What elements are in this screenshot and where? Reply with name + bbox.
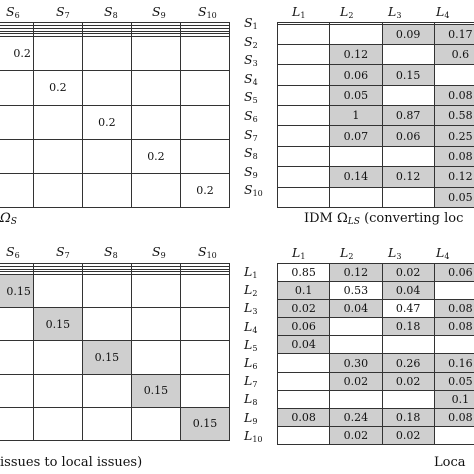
bottom-left-col-header: $S_8$ [104, 244, 118, 260]
bottom-right-caption: Loca [434, 455, 466, 470]
top-right-col-header: $L_3$ [388, 4, 402, 20]
matrix-cell [434, 336, 474, 354]
matrix-cell [33, 341, 82, 374]
matrix-cell [82, 407, 131, 440]
bottom-left-col-header: $S_6$ [6, 244, 20, 260]
matrix-cell: 0.1 [278, 282, 330, 300]
table-row [0, 308, 230, 341]
matrix-cell: 0.15 [33, 308, 82, 341]
matrix-cell: 0.05 [434, 372, 474, 390]
table-row [278, 390, 474, 408]
top-right-row-header: $S_5$ [244, 89, 258, 106]
matrix-cell: 0.18 [382, 318, 434, 336]
table-row [0, 173, 230, 207]
matrix-cell: 0.53 [330, 282, 382, 300]
matrix-cell [0, 341, 33, 374]
matrix-cell [180, 37, 229, 71]
bottom-left-matrix [0, 263, 230, 441]
bottom-right-col-header: $L_2$ [340, 245, 354, 261]
matrix-cell [131, 105, 180, 139]
bottom-right-row-header: $L_6$ [244, 355, 258, 371]
matrix-cell: 0.24 [330, 408, 382, 426]
matrix-cell: 0.15 [131, 374, 180, 407]
top-right-row-header: $S_7$ [244, 126, 258, 143]
matrix-cell [278, 146, 330, 166]
matrix-cell: 0.87 [382, 106, 434, 126]
top-right-col-header: $L_1$ [292, 4, 306, 20]
matrix-cell: 0.05 [434, 187, 474, 207]
top-right-row-header: $S_4$ [244, 70, 258, 87]
matrix-cell: 0.58 [434, 106, 474, 126]
matrix-cell [131, 407, 180, 440]
matrix-cell [82, 139, 131, 173]
top-right-col-header: $L_2$ [340, 4, 354, 20]
matrix-cell: 1 [330, 106, 382, 126]
matrix-cell [82, 374, 131, 407]
matrix-cell [33, 173, 82, 207]
top-left-matrix [0, 22, 230, 208]
matrix-cell [434, 426, 474, 444]
matrix-cell: 0.85 [278, 264, 330, 282]
top-right-row-header: $S_1$ [244, 15, 258, 31]
bottom-right-row-header: $L_3$ [244, 300, 258, 317]
table-row [0, 275, 230, 308]
matrix-cell [82, 37, 131, 71]
matrix-cell: 0.12 [382, 167, 434, 187]
table-row [278, 318, 474, 336]
matrix-cell [382, 390, 434, 408]
matrix-cell [33, 139, 82, 173]
matrix-cell: 0.08 [434, 408, 474, 426]
matrix-cell [0, 173, 33, 207]
bottom-left-col-header: $S_7$ [56, 244, 70, 260]
table-row [0, 407, 230, 440]
matrix-cell [33, 275, 82, 308]
matrix-cell: 0.1 [434, 390, 474, 408]
table-row [0, 374, 230, 407]
table-row [278, 24, 474, 44]
top-left-col-header: $S_8$ [104, 4, 118, 20]
matrix-cell [434, 282, 474, 300]
table-row [278, 282, 474, 300]
top-right-row-header: $S_8$ [244, 145, 258, 162]
matrix-cell [0, 308, 33, 341]
matrix-cell: 0.26 [382, 354, 434, 372]
matrix-cell: 0.06 [382, 126, 434, 146]
table-row [278, 300, 474, 318]
table-row [278, 372, 474, 390]
matrix-cell [33, 105, 82, 139]
matrix-cell [180, 105, 229, 139]
matrix-cell [278, 354, 330, 372]
matrix-cell [180, 71, 229, 105]
matrix-cell [131, 308, 180, 341]
table-row [278, 187, 474, 207]
bottom-right-row-header: $L_2$ [244, 282, 258, 299]
bottom-right-row-header: $L_4$ [244, 318, 258, 335]
matrix-cell: 0.2 [131, 139, 180, 173]
matrix-cell [382, 45, 434, 65]
matrix-cell [0, 139, 33, 173]
matrix-cell [131, 275, 180, 308]
top-right-col-header: $L_4$ [436, 4, 450, 20]
matrix-cell [180, 308, 229, 341]
matrix-cell: 0.12 [330, 264, 382, 282]
top-right-row-header: $S_2$ [244, 33, 258, 50]
top-right-caption: IDM $\Omega_{LS}$ (converting loc [304, 211, 464, 227]
matrix-cell: 0.02 [382, 264, 434, 282]
table-row [0, 341, 230, 374]
matrix-cell [82, 308, 131, 341]
matrix-cell [131, 341, 180, 374]
matrix-cell: 0.18 [382, 408, 434, 426]
matrix-cell [131, 173, 180, 207]
matrix-cell [131, 71, 180, 105]
bottom-right-col-header: $L_3$ [388, 245, 402, 261]
matrix-cell [278, 45, 330, 65]
table-row [278, 354, 474, 372]
matrix-cell: 0.25 [434, 126, 474, 146]
matrix-cell [278, 426, 330, 444]
matrix-cell: 0.2 [33, 71, 82, 105]
matrix-cell: 0.15 [0, 275, 33, 308]
matrix-cell [180, 374, 229, 407]
bottom-right-col-header: $L_4$ [436, 245, 450, 261]
top-left-col-header: $S_{10}$ [198, 4, 217, 20]
matrix-cell: 0.09 [382, 24, 434, 44]
matrix-cell: 0.04 [330, 300, 382, 318]
matrix-cell: 0.02 [330, 426, 382, 444]
matrix-cell [278, 65, 330, 85]
matrix-cell [0, 105, 33, 139]
matrix-cell: 0.08 [434, 300, 474, 318]
top-left-col-header: $S_6$ [6, 4, 20, 20]
matrix-cell [131, 37, 180, 71]
matrix-cell: 0.12 [434, 167, 474, 187]
table-row [0, 37, 230, 71]
top-right-row-header: $S_{10}$ [244, 182, 263, 199]
matrix-cell: 0.08 [434, 146, 474, 166]
matrix-cell [82, 173, 131, 207]
table-row [278, 106, 474, 126]
matrix-cell [180, 139, 229, 173]
table-row [278, 336, 474, 354]
top-left-col-header: $S_7$ [56, 4, 70, 20]
matrix-cell: 0.12 [330, 45, 382, 65]
bottom-left-col-header: $S_{10}$ [198, 244, 217, 260]
bottom-right-row-header: $L_{10}$ [244, 427, 263, 444]
bottom-right-matrix [277, 263, 474, 445]
table-row [0, 105, 230, 139]
matrix-cell: 0.14 [330, 167, 382, 187]
top-right-row-header: $S_9$ [244, 163, 258, 180]
bottom-left-col-header: $S_9$ [152, 244, 166, 260]
matrix-cell [180, 341, 229, 374]
bottom-right-row-header: $L_8$ [244, 391, 258, 408]
matrix-cell: 0.04 [382, 282, 434, 300]
matrix-cell [382, 187, 434, 207]
top-left-caption: $\Omega_S$ [0, 211, 17, 227]
table-row [0, 139, 230, 173]
table-row [278, 85, 474, 105]
matrix-cell: 0.08 [434, 318, 474, 336]
matrix-cell: 0.02 [278, 300, 330, 318]
bottom-right-row-header: $L_9$ [244, 409, 258, 426]
top-left-col-header: $S_9$ [152, 4, 166, 20]
matrix-cell: 0.06 [434, 264, 474, 282]
matrix-cell: 0.47 [382, 300, 434, 318]
matrix-cell: 0.30 [330, 354, 382, 372]
matrix-cell: 0.15 [82, 341, 131, 374]
matrix-cell: 0.05 [330, 85, 382, 105]
matrix-cell [382, 146, 434, 166]
table-row [278, 65, 474, 85]
matrix-cell [434, 65, 474, 85]
matrix-cell [278, 187, 330, 207]
bottom-right-row-header: $L_7$ [244, 373, 258, 390]
matrix-cell [382, 336, 434, 354]
bottom-left-caption: issues to local issues) [0, 455, 143, 470]
matrix-cell: 0.08 [278, 408, 330, 426]
matrix-cell [180, 275, 229, 308]
table-row [278, 167, 474, 187]
table-row [0, 71, 230, 105]
matrix-cell: 0.06 [330, 65, 382, 85]
matrix-cell [330, 336, 382, 354]
matrix-cell [278, 106, 330, 126]
matrix-cell: 0.17 [434, 24, 474, 44]
matrix-cell [330, 390, 382, 408]
table-row [278, 146, 474, 166]
matrix-cell: 0.16 [434, 354, 474, 372]
matrix-cell [0, 374, 33, 407]
top-right-row-header: $S_6$ [244, 108, 258, 124]
matrix-cell [330, 146, 382, 166]
matrix-cell: 0.02 [382, 426, 434, 444]
matrix-cell [82, 71, 131, 105]
matrix-cell: 0.02 [330, 372, 382, 390]
matrix-cell [330, 187, 382, 207]
table-row [278, 45, 474, 65]
matrix-cell [278, 24, 330, 44]
matrix-cell: 0.04 [278, 336, 330, 354]
matrix-cell [278, 390, 330, 408]
matrix-cell: 0.15 [180, 407, 229, 440]
bottom-right-col-header: $L_1$ [292, 245, 306, 261]
matrix-cell: 0.02 [382, 372, 434, 390]
top-right-matrix [277, 22, 474, 208]
matrix-cell [33, 407, 82, 440]
bottom-right-row-header: $L_1$ [244, 264, 258, 280]
matrix-cell [0, 407, 33, 440]
matrix-cell [278, 167, 330, 187]
table-row [278, 408, 474, 426]
table-row [278, 264, 474, 282]
table-row [278, 426, 474, 444]
matrix-cell: 0.15 [382, 65, 434, 85]
matrix-cell: 0.2 [0, 37, 33, 71]
matrix-cell [278, 85, 330, 105]
matrix-cell: 0.6 [434, 45, 474, 65]
matrix-cell [33, 37, 82, 71]
matrix-cell [330, 24, 382, 44]
matrix-cell [330, 318, 382, 336]
matrix-cell: 0.2 [180, 173, 229, 207]
bottom-right-row-header: $L_5$ [244, 336, 258, 353]
top-right-row-header: $S_3$ [244, 52, 258, 69]
matrix-cell [33, 374, 82, 407]
matrix-cell: 0.08 [434, 85, 474, 105]
matrix-cell [278, 372, 330, 390]
matrix-cell: 0.2 [82, 105, 131, 139]
matrix-cell [382, 85, 434, 105]
matrix-cell: 0.06 [278, 318, 330, 336]
matrix-cell: 0.07 [330, 126, 382, 146]
table-row [278, 126, 474, 146]
matrix-cell [82, 275, 131, 308]
matrix-cell [278, 126, 330, 146]
matrix-cell [0, 71, 33, 105]
